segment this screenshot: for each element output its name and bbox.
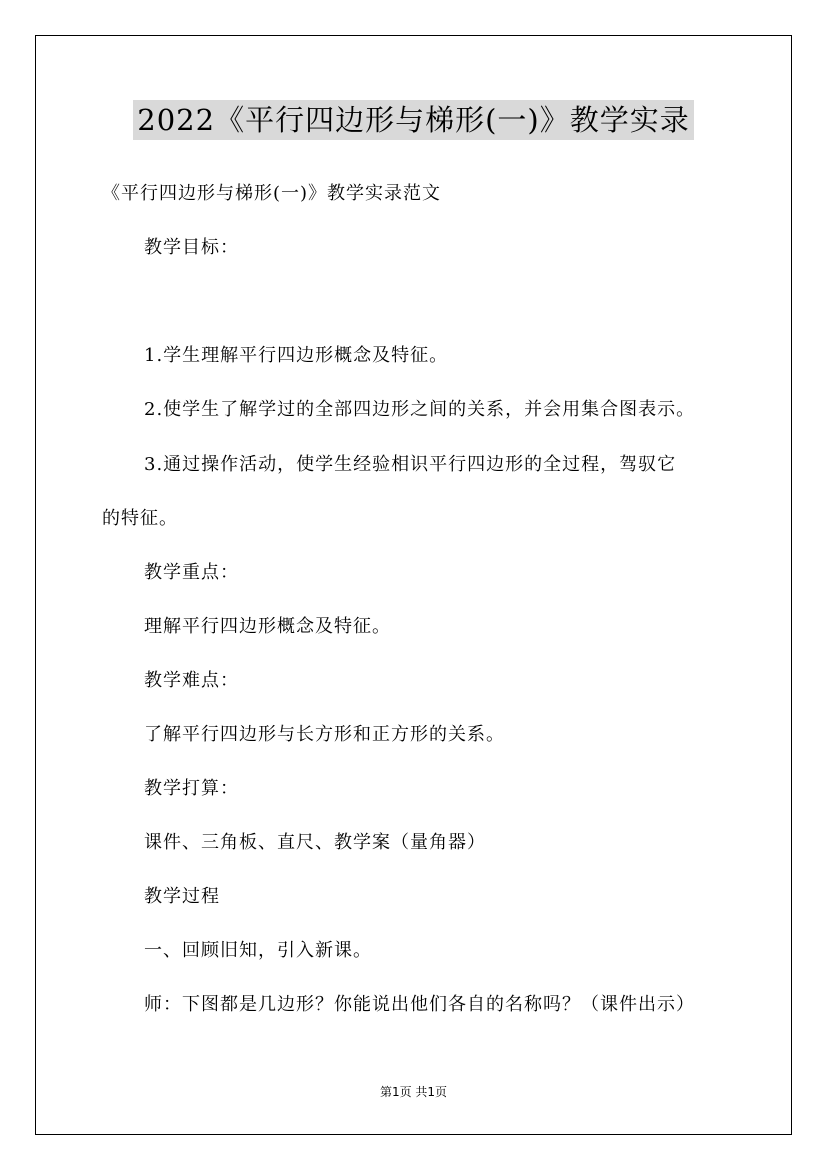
title-container (0, 100, 827, 140)
page-footer: 第1页 共1页 (379, 1085, 448, 1099)
paragraph-line: 了解平行四边形与长方形和正方形的关系。 (144, 724, 505, 745)
paragraph-line: 课件、三角板、直尺、教学案（量角器） (144, 832, 486, 853)
paragraph-line: 一、回顾旧知，引入新课。 (144, 940, 372, 961)
paragraph-line: 师：下图都是几边形？你能说出他们各自的名称吗？（课件出示） (144, 994, 695, 1015)
paragraph-line: 理解平行四边形概念及特征。 (144, 616, 391, 637)
paragraph-line: 教学难点： (144, 670, 239, 691)
subtitle-line: 《平行四边形与梯形(一)》教学实录范文 (102, 183, 442, 204)
paragraph-line: 教学打算： (144, 778, 239, 799)
paragraph-line: 教学重点： (144, 562, 239, 583)
paragraph-line: 1.学生理解平行四边形概念及特征。 (144, 345, 449, 366)
paragraph-line: 教学过程 (144, 886, 220, 907)
document-title: 2022《平行四边形与梯形(一)》教学实录 (133, 100, 693, 140)
paragraph-line: 教学目标： (144, 237, 239, 258)
paragraph-line: 3.通过操作活动，使学生经验相识平行四边形的全过程，驾驭它 (144, 454, 677, 475)
paragraph-line: 的特征。 (102, 508, 178, 529)
paragraph-line: 2.使学生了解学过的全部四边形之间的关系，并会用集合图表示。 (144, 399, 696, 420)
